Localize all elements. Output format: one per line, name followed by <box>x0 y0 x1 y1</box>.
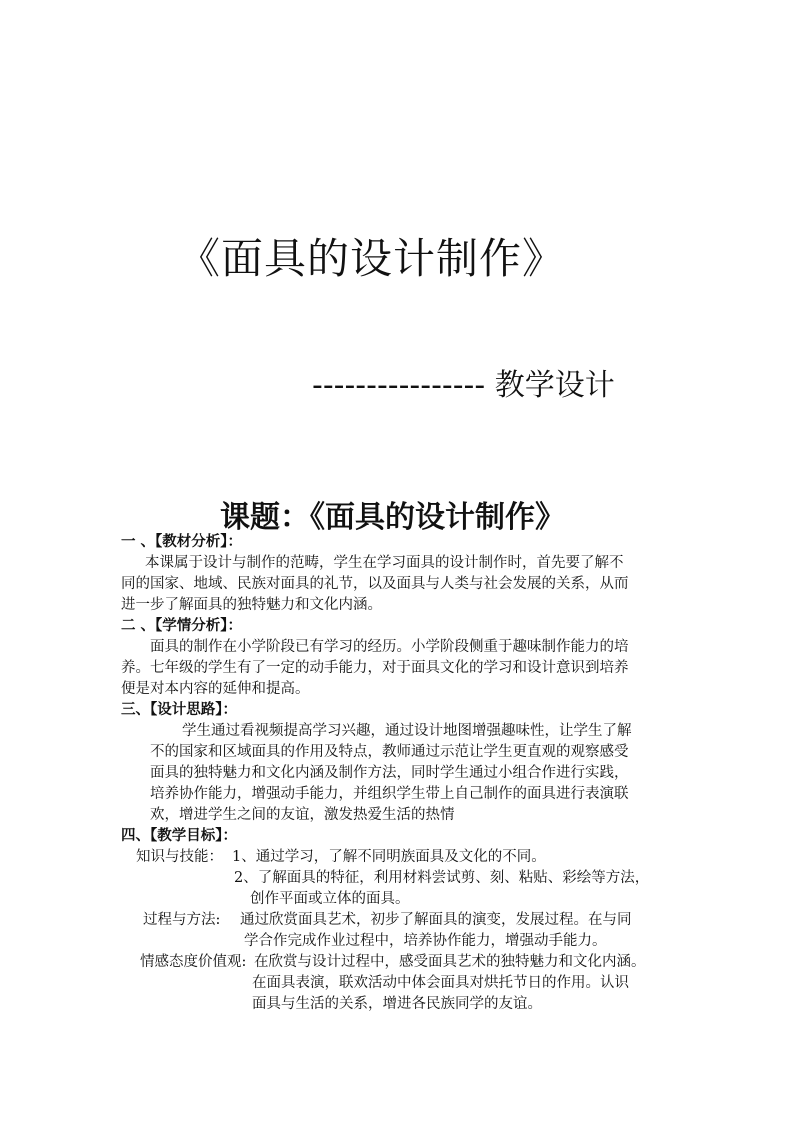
paragraph-line: 面具的独特魅力和文化内涵及制作方法，同时学生通过小组合作进行实践， <box>150 765 629 781</box>
goal-line: 2、了解面具的特征，利用材料尝试剪、刻、粘贴、彩绘等方法， <box>234 870 650 886</box>
paragraph-line: 培养协作能力，增强动手能力，并组织学生带上自己制作的面具进行表演联 <box>150 786 629 802</box>
paragraph-line: 养。七年级的学生有了一定的动手能力，对于面具文化的学习和设计意识到培养 <box>121 660 629 676</box>
paragraph-line: 不的国家和区域面具的作用及特点，教师通过示范让学生更直观的观察感受 <box>150 744 629 760</box>
goal-label-knowledge: 知识与技能： <box>136 849 223 865</box>
paragraph-line: 同的国家、地域、民族对面具的礼节，以及面具与人类与社会发展的关系，从而 <box>121 576 629 592</box>
section-heading-design-idea: 三、【设计思路】： <box>121 701 237 718</box>
paragraph-line: 欢，增进学生之间的友谊，激发热爱生活的热情 <box>150 807 455 823</box>
section-heading-textbook-analysis: 一 、【教材分析】： <box>121 533 243 550</box>
paragraph-line: 进一步了解面具的独特魅力和文化内涵。 <box>121 597 382 613</box>
goal-label-emotion: 情感态度价值观: <box>140 954 247 970</box>
goal-label-process: 过程与方法: <box>143 912 221 928</box>
paragraph-line: 面具的制作在小学阶段已有学习的经历。小学阶段侧重于趣味制作能力的培 <box>150 639 629 655</box>
main-title: 《面具的设计制作》 <box>178 234 566 283</box>
subtitle: ---------------- 教学设计 <box>312 368 615 403</box>
section-heading-student-analysis: 二 、【学情分析】： <box>121 617 243 634</box>
course-title: 课题：《面具的设计制作》 <box>220 500 565 535</box>
goal-line: 通过欣赏面具艺术，初步了解面具的演变，发展过程。在与同 <box>240 912 632 928</box>
paragraph-line: 本课属于设计与制作的范畴，学生在学习面具的设计制作时，首先要了解不 <box>145 555 624 571</box>
paragraph-line: 学生通过看视频提高学习兴趣，通过设计地图增强趣味性，让学生了解 <box>182 723 632 739</box>
goal-line: 1、通过学习，了解不同明族面具及文化的不同。 <box>232 849 546 865</box>
goal-line: 学合作完成作业过程中，培养协作能力，增强动手能力。 <box>244 933 607 949</box>
goal-line: 面具与生活的关系，增进各民族同学的友谊。 <box>252 996 542 1012</box>
section-heading-teaching-goals: 四、【教学目标】： <box>121 827 237 844</box>
goal-line: 在面具表演，联欢活动中体会面具对烘托节日的作用。认识 <box>252 975 629 991</box>
goal-line: 创作平面或立体的面具。 <box>250 891 410 907</box>
paragraph-line: 便是对本内容的延伸和提高。 <box>121 681 310 697</box>
goal-line: 在欣赏与设计过程中，感受面具艺术的独特魅力和文化内涵。 <box>254 954 646 970</box>
